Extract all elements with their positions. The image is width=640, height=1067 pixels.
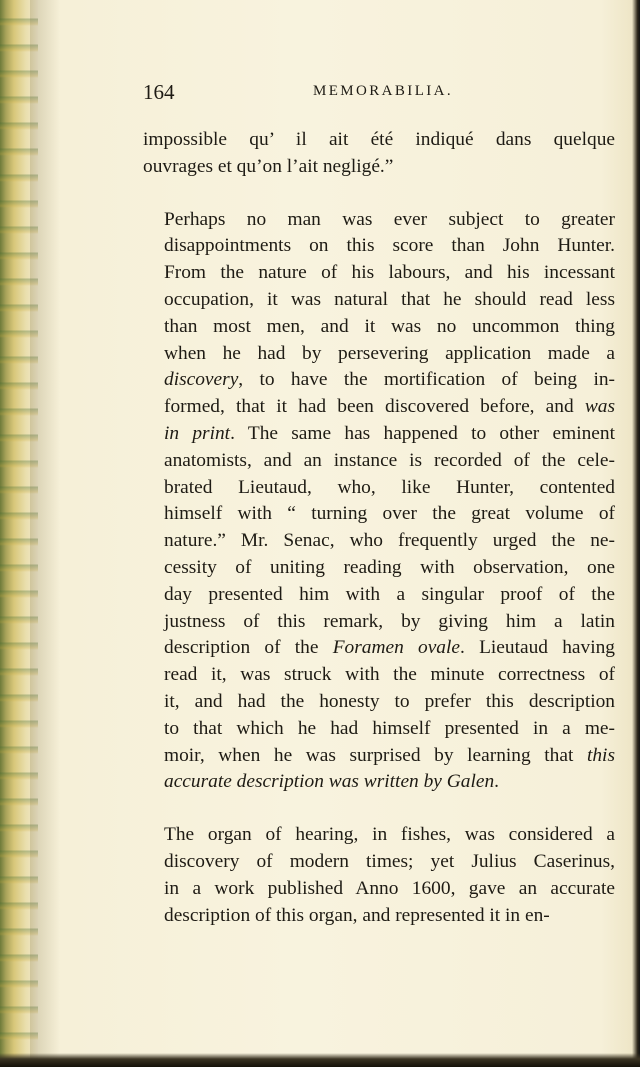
paragraph <box>143 127 615 181</box>
italic-text: was <box>584 396 615 418</box>
text-line: anatomists, and an instance is recorded of the cele- <box>164 449 615 471</box>
paragraph <box>143 207 615 797</box>
paragraph <box>143 822 615 929</box>
text-line: brated Lieutaud, who, like Hunter, contented <box>164 476 615 498</box>
italic-text: discovery <box>164 369 239 391</box>
paragraph-gap <box>143 796 615 822</box>
text-line: to that which he had himself presented in a me- <box>164 717 615 739</box>
text-line: nature.” Mr. Senac, who frequently urged the ne- <box>164 530 615 552</box>
text-line <box>143 769 615 796</box>
text-line: Perhaps no man was ever subject to greater <box>164 208 615 230</box>
text-line <box>143 743 615 770</box>
italic-text: accurate description was written by Galen <box>164 771 495 793</box>
text-segment: formed, that it had been discovered before, and <box>164 396 585 418</box>
text-line: justness of this remark, by giving him a latin <box>164 610 615 632</box>
text-line: day presented him with a singular proof of the <box>164 583 615 605</box>
text-line: From the nature of his labours, and his incessant <box>164 262 615 284</box>
text-line: discovery of modern times; yet Julius Caserinus, <box>164 850 615 872</box>
text-line: ouvrages et qu’on l’ait negligé.” <box>143 155 394 177</box>
paragraph-gap <box>143 181 615 207</box>
text-line <box>143 394 615 421</box>
page-header <box>143 80 615 108</box>
body-text <box>143 127 615 929</box>
text-line: cessity of uniting reading with observation, one <box>164 556 615 578</box>
italic-text: in print <box>164 422 231 444</box>
italic-text: Foramen ovale <box>332 637 460 659</box>
text-line: impossible qu’ il ait été indiqué dans quelque <box>143 129 615 150</box>
text-line: in a work published Anno 1600, gave an accurate <box>164 877 615 899</box>
text-line <box>143 367 615 394</box>
italic-text: this <box>586 744 615 766</box>
text-segment: description of the <box>164 637 333 659</box>
text-segment: . The same has happened to other eminent <box>230 422 615 444</box>
page-bottom-edge <box>0 1053 640 1067</box>
text-line: occupation, it was natural that he should read less <box>164 288 615 310</box>
text-segment: . Lieutaud having <box>460 637 615 659</box>
text-segment: . <box>494 771 499 793</box>
text-segment: , to have the mortification of being in- <box>238 369 615 391</box>
gutter-shadow <box>30 0 60 1067</box>
running-head: MEMORABILIA. <box>313 83 454 99</box>
text-line: The organ of hearing, in fishes, was considered a <box>164 824 615 846</box>
text-line <box>143 635 615 662</box>
text-segment: moir, when he was surprised by learning that <box>164 744 587 766</box>
page-right-edge <box>632 0 640 1067</box>
text-line: himself with “ turning over the great volume of <box>164 503 615 525</box>
page-number: 164 <box>143 80 175 104</box>
text-line: than most men, and it was no uncommon thing <box>164 315 615 337</box>
text-line: when he had by persevering application made a <box>164 342 615 364</box>
text-line <box>143 421 615 448</box>
text-line: description of this organ, and represented it in en- <box>164 904 550 926</box>
text-line: it, and had the honesty to prefer this description <box>164 690 615 712</box>
text-line: read it, was struck with the minute correctness of <box>164 664 615 686</box>
text-line: disappointments on this score than John Hunter. <box>164 235 615 257</box>
